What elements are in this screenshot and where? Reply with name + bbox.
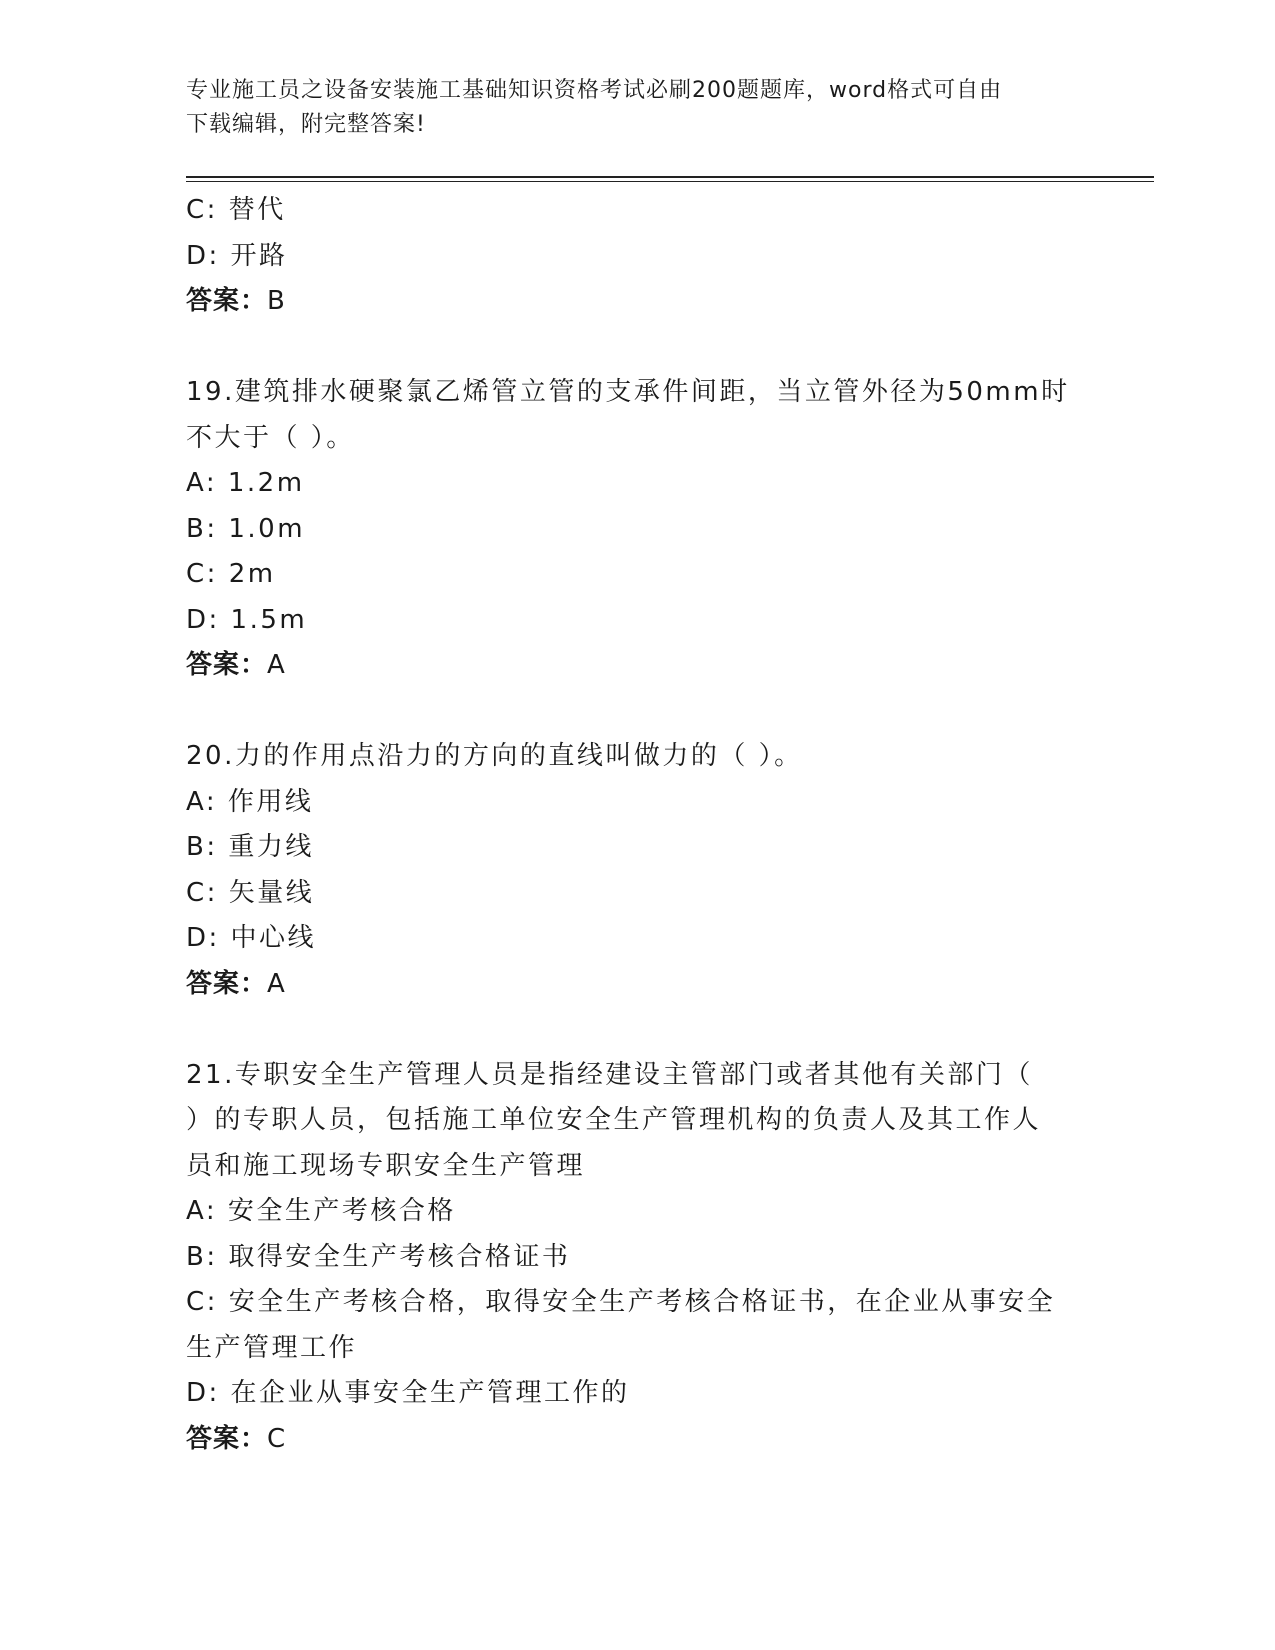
question-text-line: 20.力的作用点沿力的方向的直线叫做力的（ ）。 <box>186 741 803 771</box>
answer-label: 答案： <box>186 286 268 316</box>
option-d <box>186 234 1066 280</box>
option-label: C: <box>186 877 218 908</box>
option-text: 中心线 <box>230 923 317 953</box>
answer-line <box>186 643 1066 689</box>
answer-value: A <box>267 650 285 680</box>
option-b <box>186 825 1066 871</box>
option-d <box>186 916 1066 962</box>
header-title-line2: 下载编辑，附完整答案! <box>186 112 426 137</box>
option-text: 1.2m <box>227 468 305 498</box>
question-18-tail <box>186 188 1066 325</box>
option-text: 替代 <box>228 195 286 225</box>
option-text: 2m <box>228 559 276 589</box>
question-text-line: 21.专职安全生产管理人员是指经建设主管部门或者其他有关部门（ <box>186 1059 1033 1090</box>
option-a <box>186 461 1066 507</box>
option-label: B: <box>186 1241 218 1272</box>
option-c <box>186 188 1066 234</box>
header-title-line1: 专业施工员之设备安装施工基础知识资格考试必刷200题题库，word格式可自由 <box>186 78 1003 103</box>
option-text: 1.5m <box>230 604 308 635</box>
option-d <box>186 1371 1066 1417</box>
option-b <box>186 1235 1066 1281</box>
option-text: 安全生产考核合格，取得安全生产考核合格证书，在企业从事安全 <box>228 1287 1056 1317</box>
answer-value: C <box>267 1423 286 1454</box>
option-label: B: <box>186 513 218 544</box>
question-list <box>186 188 1070 1462</box>
question-spacer <box>186 325 1066 371</box>
option-a <box>186 1189 1066 1235</box>
question-text-line: 不大于（ ）。 <box>186 422 355 453</box>
option-label: D: <box>186 604 220 635</box>
question-20 <box>186 734 1066 1007</box>
answer-line <box>186 962 1066 1008</box>
question-spacer <box>186 689 1066 735</box>
option-label: A: <box>186 1196 218 1226</box>
option-text: 取得安全生产考核合格证书 <box>228 1241 571 1272</box>
answer-label: 答案： <box>186 968 268 999</box>
question-spacer <box>186 1007 1066 1053</box>
option-label: C: <box>186 1287 218 1317</box>
option-label: A: <box>186 468 218 498</box>
question-21 <box>186 1053 1066 1463</box>
option-label: D: <box>186 923 220 953</box>
answer-label: 答案： <box>186 1423 268 1454</box>
option-text: 1.0m <box>228 513 306 544</box>
option-text: 在企业从事安全生产管理工作的 <box>230 1378 630 1408</box>
option-label: C: <box>186 195 218 225</box>
header-rule-thick <box>186 176 1154 178</box>
option-a <box>186 780 1066 826</box>
document-header <box>186 74 1066 142</box>
option-label: B: <box>186 832 218 862</box>
option-label: D: <box>186 1378 220 1408</box>
option-text: 安全生产考核合格 <box>227 1196 456 1226</box>
option-label: C: <box>186 559 218 589</box>
question-text-line: 员和施工现场专职安全生产管理 <box>186 1150 586 1181</box>
option-label: D: <box>186 240 220 271</box>
option-c <box>186 552 1066 598</box>
answer-line <box>186 1417 1066 1463</box>
question-19 <box>186 370 1070 689</box>
option-text: 开路 <box>230 240 288 271</box>
answer-label: 答案： <box>186 650 268 680</box>
option-d <box>186 598 1066 644</box>
answer-value: B <box>267 286 285 316</box>
header-rule-thin <box>186 181 1154 182</box>
option-label: A: <box>186 786 218 817</box>
option-c <box>186 871 1066 917</box>
option-text: 矢量线 <box>228 877 315 908</box>
option-text: 重力线 <box>228 832 314 862</box>
option-c-continuation: 生产管理工作 <box>186 1332 358 1363</box>
option-text: 作用线 <box>227 786 314 817</box>
answer-line <box>186 279 1066 325</box>
question-text-line: 19.建筑排水硬聚氯乙烯管立管的支承件间距，当立管外径为50mm时 <box>186 377 1070 407</box>
answer-value: A <box>267 968 285 999</box>
option-c <box>186 1280 1066 1326</box>
question-text-line: ）的专职人员，包括施工单位安全生产管理机构的负责人及其工作人 <box>186 1105 1042 1135</box>
option-b <box>186 507 1066 553</box>
